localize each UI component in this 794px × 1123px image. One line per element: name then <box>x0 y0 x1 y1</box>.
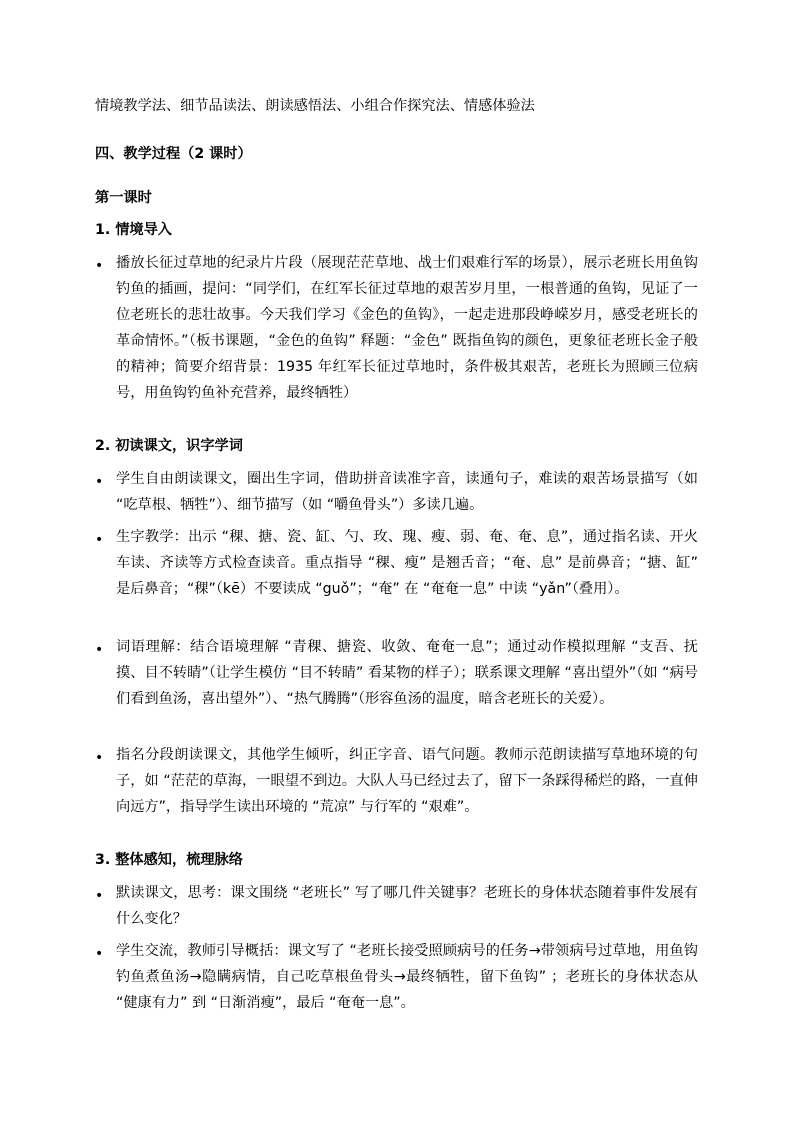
list-item: 播放长征过草地的纪录片片段（展现茫茫草地、战士们艰难行军的场景），展示老班长用鱼钩钓鱼的插画，提问：“同学们，在红军长征过草地的艰苦岁月里，一根普通的鱼钩，见证了一位老班长的悲壮故事。今天我们学习《金色的鱼钩》，一起走进那段峥嵘岁月，感受老班长的革命情怀。”（板书课题，“金色的鱼钩” 释题：“金色” 既指鱼钩的颜色，更象征老班长金子般的精神；简要介绍背景：1935 年红军长征过草地时，条件极其艰苦，老班长为照顾三位病号，用鱼钩钓鱼补充营养，最终牺牲） <box>116 255 698 401</box>
list-item: 默读课文，思考：课文围绕 “老班长” 写了哪几件关键事？老班长的身体状态随着事件发展有什么变化？ <box>116 885 698 927</box>
list-item: 学生自由朗读课文，圈出生字词，借助拼音读准字音，读通句子，难读的艰苦场景描写（如 “吃草根、牺牲”）、细节描写（如 “嚼鱼骨头”）多读几遍。 <box>116 471 698 513</box>
section-heading: 四、教学过程（2 课时） <box>95 146 252 162</box>
bullet-icon: • <box>95 642 104 658</box>
list-item: 生字教学：出示 “稞、搪、瓷、缸、勺、玫、瑰、瘦、弱、奄、奄、息”，通过指名读、开火车读、齐读等方式检查读音。重点指导 “稞、瘦” 是翘舌音；“奄、息” 是前鼻音；“搪、缸” 是后鼻音；“稞”（kē）不要读成 “guǒ”；“奄” 在 “奄奄一息” 中读 “yǎn”（叠用）。 <box>116 529 698 597</box>
bullet-icon: • <box>95 532 104 548</box>
lesson-heading: 第一课时 <box>95 190 152 206</box>
list-item: 词语理解：结合语境理解 “青稞、搪瓷、收敛、奄奄一息”；通过动作模拟理解 “支吾、抚摸、目不转睛”（让学生模仿 “目不转睛” 看某物的样子）；联系课文理解 “喜出望外”（如 “病号们看到鱼汤，喜出望外”）、“热气腾腾”（形容鱼汤的温度，暗含老班长的关爱）。 <box>116 639 698 707</box>
bullet-icon: • <box>95 474 104 490</box>
step-heading-1: 1. 情境导入 <box>95 222 172 238</box>
bullet-icon: • <box>95 750 104 766</box>
bullet-icon: • <box>95 258 104 274</box>
teaching-methods-line: 情境教学法、细节品读法、朗读感悟法、小组合作探究法、情感体验法 <box>95 98 535 114</box>
list-item: 学生交流，教师引导概括：课文写了 “老班长接受照顾病号的任务→带领病号过草地，用鱼钩钓鱼煮鱼汤→隐瞒病情，自己吃草根鱼骨头→最终牺牲，留下鱼钩” ；老班长的身体状态从 “健康有力” 到 “日渐消瘦”，最后 “奄奄一息”。 <box>116 943 698 1011</box>
list-item: 指名分段朗读课文，其他学生倾听，纠正字音、语气问题。教师示范朗读描写草地环境的句子，如 “茫茫的草海，一眼望不到边。大队人马已经过去了，留下一条踩得稀烂的路，一直伸向远方”，指导学生读出环境的 “荒凉” 与行军的 “艰难”。 <box>116 747 698 815</box>
bullet-icon: • <box>95 888 104 904</box>
step-heading-3: 3. 整体感知，梳理脉络 <box>95 852 243 868</box>
bullet-icon: • <box>95 946 104 962</box>
step-heading-2: 2. 初读课文，识字学词 <box>95 438 243 454</box>
